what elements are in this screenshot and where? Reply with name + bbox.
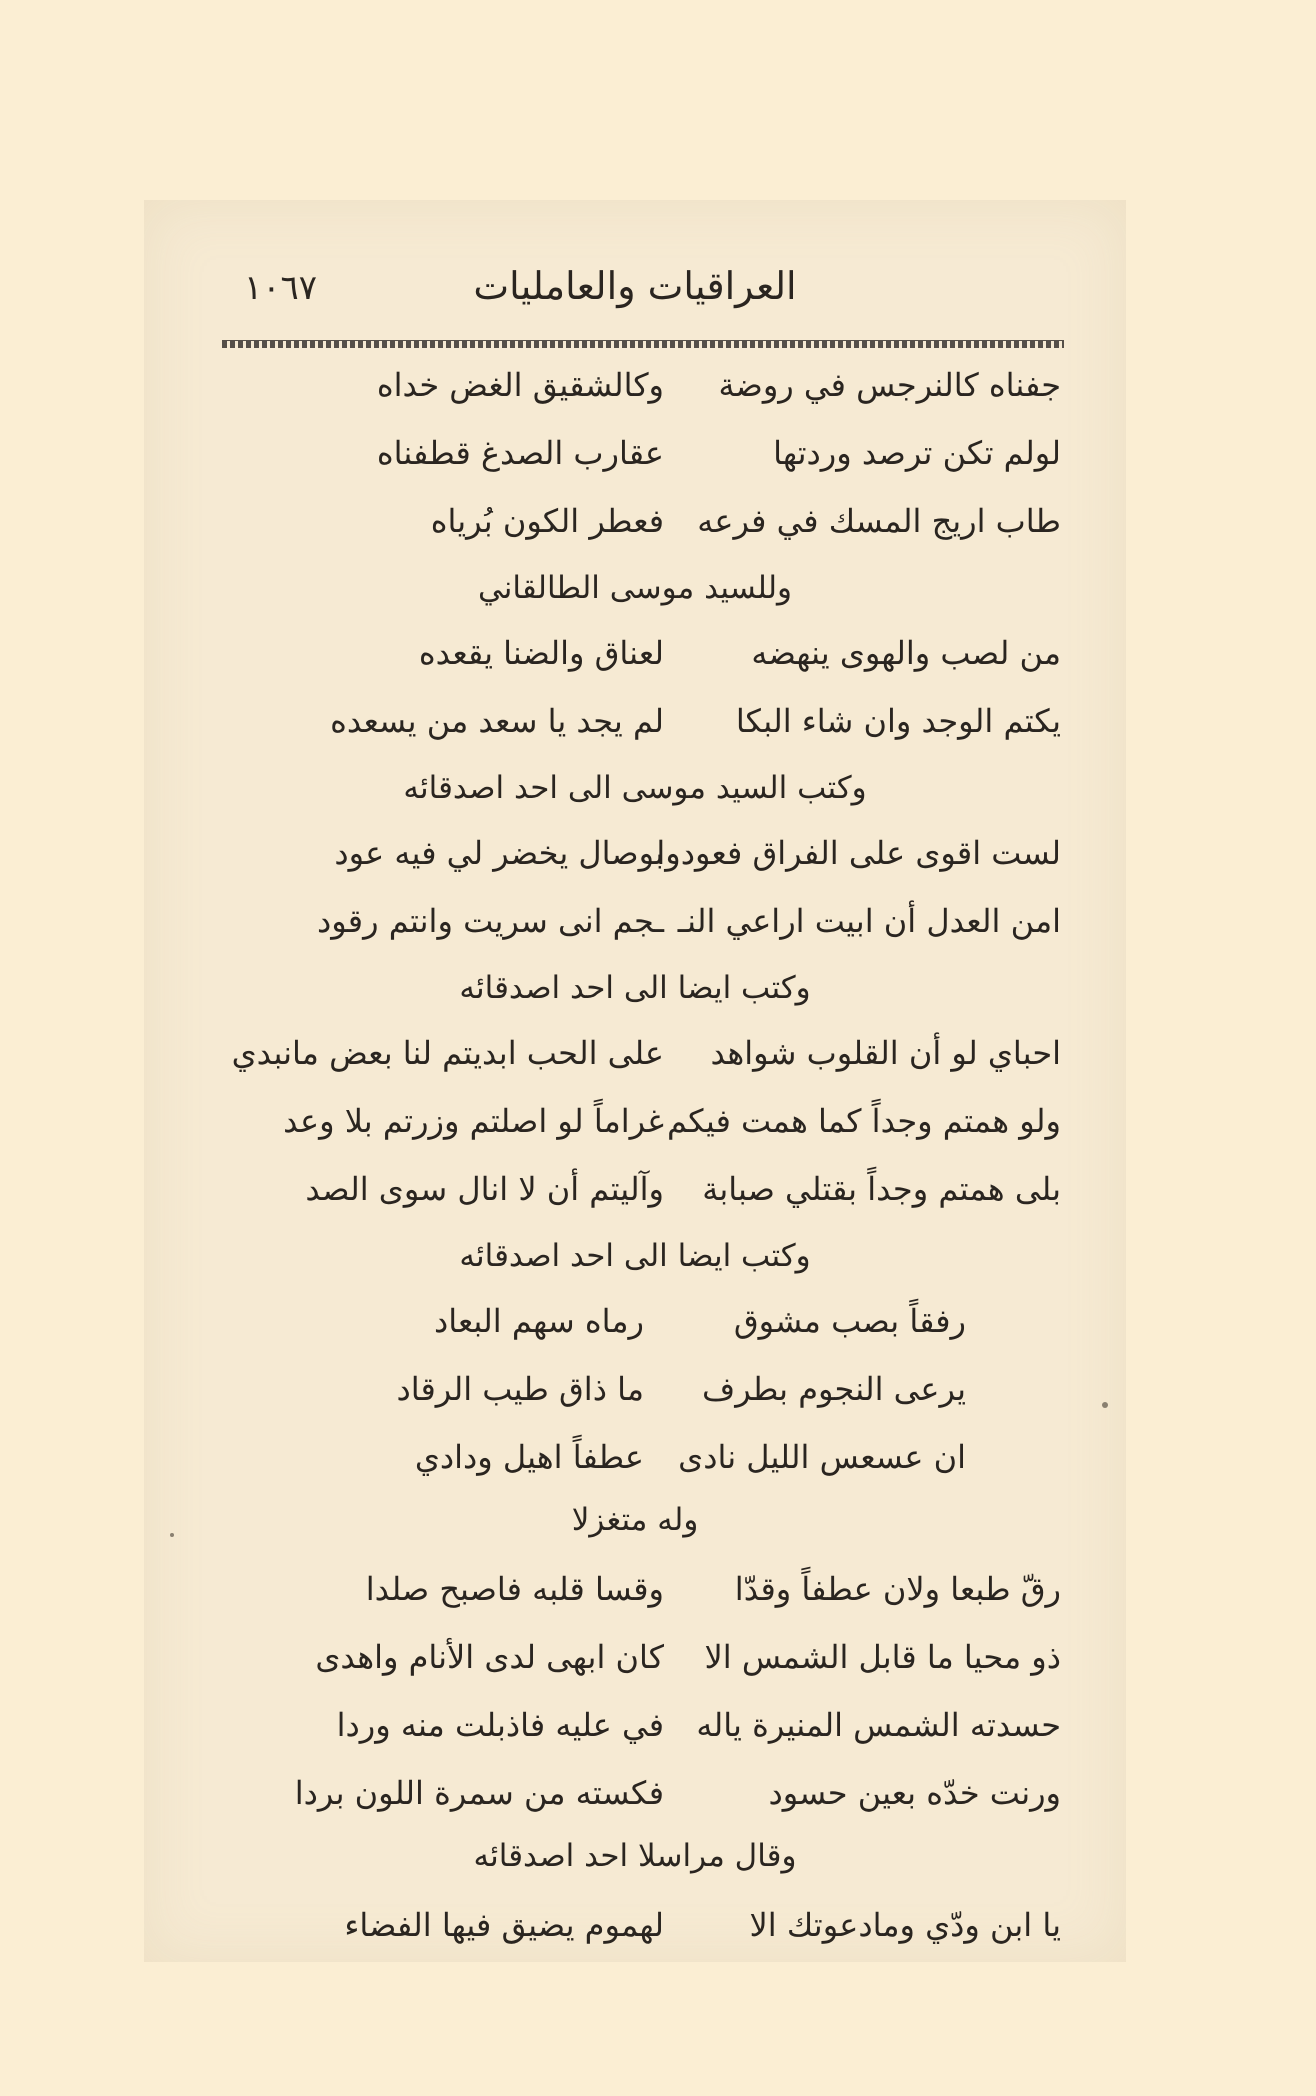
page-title: العراقيات والعامليات	[473, 264, 797, 308]
header-divider	[222, 340, 1064, 348]
section-heading: وله متغزلا	[571, 1502, 699, 1538]
page-number: ١٠٦٧	[244, 268, 318, 308]
verse-line	[144, 1034, 1126, 1094]
section-heading: وكتب السيد موسى الى احد اصدقائه	[403, 770, 867, 806]
verse-line	[144, 902, 1126, 962]
first-hemistich: ورنت خدّه بعين حسود	[768, 1774, 1061, 1812]
second-hemistich: وكالشقيق الغض خداه	[376, 366, 664, 404]
verse-line	[144, 1102, 1126, 1162]
verse-line	[144, 434, 1126, 494]
verse-line	[144, 834, 1126, 894]
verse-line	[144, 1302, 1126, 1362]
first-hemistich: يكتم الوجد وان شاء البكا	[735, 702, 1061, 740]
book-page	[144, 200, 1126, 1962]
second-hemistich: في عليه فاذبلت منه وردا	[336, 1706, 664, 1744]
verse-line	[144, 502, 1126, 562]
verse-line	[144, 702, 1126, 762]
second-hemistich: فعطر الكون بُرياه	[430, 502, 664, 540]
first-hemistich: امن العدل أن ابيت اراعي النـ	[677, 902, 1061, 940]
page-header	[144, 264, 1126, 324]
verse-line	[144, 366, 1126, 426]
first-hemistich: من لصب والهوى ينهضه	[751, 634, 1061, 672]
first-hemistich: يا ابن ودّي ومادعوتك الا	[749, 1906, 1061, 1944]
second-hemistich: فكسته من سمرة اللون بردا	[294, 1774, 664, 1812]
first-hemistich: رفقاً بصب مشوق	[733, 1302, 966, 1340]
first-hemistich: جفناه كالنرجس في روضة	[718, 366, 1061, 404]
verse-line	[144, 1638, 1126, 1698]
second-hemistich: لهموم يضيق فيها الفضاء	[344, 1906, 664, 1944]
second-hemistich: لم يجد يا سعد من يسعده	[330, 702, 664, 740]
first-hemistich: ذو محيا ما قابل الشمس الا	[704, 1638, 1061, 1676]
section-heading: وللسيد موسى الطالقاني	[477, 570, 793, 606]
section-heading: وكتب ايضا الى احد اصدقائه	[459, 970, 811, 1006]
second-hemistich: بوصال يخضر لي فيه عود	[334, 834, 664, 872]
verse-line	[144, 1706, 1126, 1766]
verse-line	[144, 1570, 1126, 1630]
first-hemistich: احباي لو أن القلوب شواهد	[710, 1034, 1061, 1072]
first-hemistich: حسدته الشمس المنيرة ياله	[696, 1706, 1061, 1744]
first-hemistich: يرعى النجوم بطرف	[702, 1370, 966, 1408]
second-hemistich: عطفاً اهيل ودادي	[414, 1438, 644, 1476]
section-heading: وقال مراسلا احد اصدقائه	[473, 1838, 797, 1874]
second-hemistich: على الحب ابديتم لنا بعض مانبدي	[231, 1034, 664, 1072]
second-hemistich: وآليتم أن لا انال سوى الصد	[305, 1170, 664, 1208]
verse-line	[144, 1170, 1126, 1230]
speck	[170, 1533, 174, 1537]
first-hemistich: لولم تكن ترصد وردتها	[773, 434, 1061, 472]
second-hemistich: غراماً لو اصلتم وزرتم بلا وعد	[283, 1102, 664, 1140]
second-hemistich: ـجم انى سريت وانتم رقود	[316, 902, 664, 940]
first-hemistich: بلى همتم وجداً بقتلي صبابة	[702, 1170, 1061, 1208]
second-hemistich: ما ذاق طيب الرقاد	[396, 1370, 644, 1408]
first-hemistich: ان عسعس الليل نادى	[678, 1438, 966, 1476]
verse-line	[144, 1370, 1126, 1430]
first-hemistich: لست اقوى على الفراق فعودوا	[656, 834, 1061, 872]
second-hemistich: رماه سهم البعاد	[433, 1302, 644, 1340]
verse-line	[144, 1906, 1126, 1966]
verse-line	[144, 634, 1126, 694]
verse-line	[144, 1774, 1126, 1834]
second-hemistich: عقارب الصدغ قطفناه	[376, 434, 664, 472]
second-hemistich: لعناق والضنا يقعده	[418, 634, 664, 672]
verse-line	[144, 1438, 1126, 1498]
first-hemistich: ولو همتم وجداً كما همت فيكم	[666, 1102, 1061, 1140]
section-heading: وكتب ايضا الى احد اصدقائه	[459, 1238, 811, 1274]
second-hemistich: كان ابهى لدى الأنام واهدى	[315, 1638, 664, 1676]
second-hemistich: وقسا قلبه فاصبح صلدا	[365, 1570, 664, 1608]
first-hemistich: طاب اريج المسك في فرعه	[697, 502, 1061, 540]
first-hemistich: رقّ طبعا ولان عطفاً وقدّا	[734, 1570, 1061, 1608]
speck	[1102, 1402, 1108, 1408]
